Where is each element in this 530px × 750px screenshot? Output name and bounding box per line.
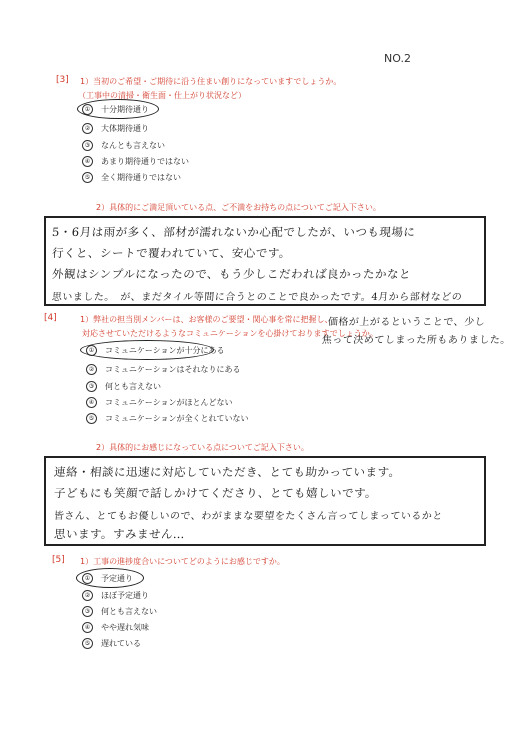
option-number: ② xyxy=(82,123,93,134)
section-5-tag: [5] xyxy=(52,555,65,565)
selected-answer-circle xyxy=(77,99,159,119)
section-3-answer-line-4: 思いました。 が、まだタイル等間に合うとのことで良かったです。4月から部材などの xyxy=(51,292,463,303)
option-number: ② xyxy=(82,590,93,601)
section-4-option-1: ① コミュニケーションが十分にある xyxy=(86,345,225,356)
page-number: NO.2 xyxy=(384,52,411,65)
option-number: ① xyxy=(82,573,93,584)
section-3-option-5: ⑤ 全く期待通りではない xyxy=(82,172,181,183)
option-number: ④ xyxy=(82,622,93,633)
option-number: ① xyxy=(86,345,97,356)
option-number: ① xyxy=(82,104,93,115)
section-5-option-2: ② ほぼ予定通り xyxy=(82,590,149,601)
section-4-option-3: ③ 何とも言えない xyxy=(86,381,161,392)
section-4-answer-line-4: 思います。すみません… xyxy=(53,527,186,541)
section-3-tag: [3] xyxy=(56,75,69,85)
section-4-answer-line-2: 子どもにも笑顔で話しかけてくださり、とても嬉しいです。 xyxy=(53,486,378,500)
option-number: ③ xyxy=(86,381,97,392)
section-3-option-4: ④ あまり期待通りではない xyxy=(82,156,189,167)
option-number: ② xyxy=(86,364,97,375)
section-3-question-1-note: （工事中の清掃・衛生面・仕上がり状況など） xyxy=(78,91,246,100)
section-4-option-4: ④ コミュニケーションがほとんどない xyxy=(86,397,233,408)
section-4-question-1: 1）弊社の担当別メンバーは、お客様のご要望・関心事を常に把握し、 xyxy=(80,315,333,324)
selected-answer-circle xyxy=(76,568,144,588)
selected-answer-circle xyxy=(80,340,214,360)
section-3-option-1: ① 十分期待通り xyxy=(82,104,149,115)
section-3-question-1: 1）当初のご希望・ご期待に沿う住まい創りになっていますでしょうか。 xyxy=(80,77,342,86)
section-3-option-3: ③ なんとも言えない xyxy=(82,140,165,151)
section-5-option-5: ⑤ 遅れている xyxy=(82,638,141,649)
section-3-question-2: 2）具体的にご満足頂いている点、ご不満をお持ちの点についてご記入下さい。 xyxy=(96,203,381,212)
section-4-answer-line-3: 皆さん、とてもお優しいので、わがままな要望をたくさん言ってしまっているかと xyxy=(53,511,444,522)
section-4-question-2: 2）具体的にお感じになっている点についてご記入下さい。 xyxy=(96,443,309,452)
option-number: ⑤ xyxy=(82,172,93,183)
section-5-option-4: ④ やや遅れ気味 xyxy=(82,622,149,633)
section-3-answer-line-3: 外観はシンプルになったので、もう少しこだわれば良かったかなと xyxy=(51,267,412,281)
option-number: ⑤ xyxy=(86,413,97,424)
section-5-option-3: ③ 何とも言えない xyxy=(82,606,157,617)
section-4-side-note-line-2: 焦って決めてしまった所もありました。 xyxy=(321,335,512,346)
option-number: ⑤ xyxy=(82,638,93,649)
section-4-option-5: ⑤ コミュニケーションが全くとれていない xyxy=(86,413,249,424)
section-4-option-2: ② コミュニケーションはそれなりにある xyxy=(86,364,241,375)
option-number: ③ xyxy=(82,606,93,617)
section-4-question-1-cont: 対応させていただけるようなコミュニケーションを心掛けておりますでしょうか。 xyxy=(82,329,378,338)
section-5-question-1: 1）工事の進捗度合いについてどのようにお感じですか。 xyxy=(80,557,285,566)
option-number: ③ xyxy=(82,140,93,151)
section-4-tag: [4] xyxy=(44,313,57,323)
section-3-answer-line-1: 5・6月は雨が多く、部材が濡れないか心配でしたが、いつも現場に xyxy=(51,225,416,239)
section-4-answer-line-1: 連絡・相談に迅速に対応していただき、とても助かっています。 xyxy=(53,465,402,479)
section-3-answer-line-2: 行くと、シートで覆われていて、安心です。 xyxy=(51,246,292,260)
option-number: ④ xyxy=(86,397,97,408)
section-3-option-2: ② 大体期待通り xyxy=(82,123,149,134)
section-5-option-1: ① 予定通り xyxy=(82,573,133,584)
section-4-side-note-line-1: 価格が上がるということで、少し xyxy=(327,317,486,328)
option-number: ④ xyxy=(82,156,93,167)
